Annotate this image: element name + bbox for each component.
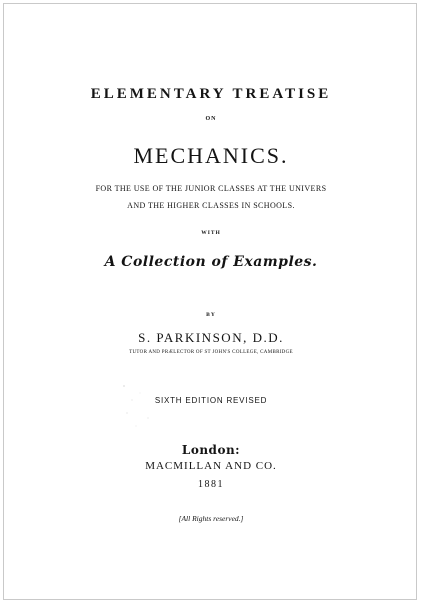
publication-year: 1881	[198, 479, 224, 490]
rights-notice: [All Rights reserved.]	[178, 514, 244, 523]
publisher-name: MACMILLAN AND CO.	[145, 460, 277, 472]
author-position: TUTOR AND PRÆLECTOR OF ST JOHN'S COLLEGE, CAMBRIDGE	[129, 350, 293, 355]
by-label: BY	[206, 312, 216, 318]
subtitle-line-1: FOR THE USE OF THE JUNIOR CLASSES AT THE UNIVERS	[95, 184, 327, 193]
subtitle-line-2: AND THE HIGHER CLASSES IN SCHOOLS.	[127, 201, 295, 210]
collection-line: A Collection of Examples.	[104, 254, 318, 270]
edition-line: SIXTH EDITION REVISED	[154, 396, 268, 405]
on-label: ON	[205, 116, 217, 122]
title-line-1: ELEMENTARY TREATISE	[90, 86, 332, 102]
title-line-2: MECHANICS.	[133, 143, 289, 168]
publication-place: London:	[181, 443, 241, 457]
with-label: WITH	[201, 230, 221, 236]
author-name: S. PARKINSON, D.D.	[138, 330, 284, 345]
